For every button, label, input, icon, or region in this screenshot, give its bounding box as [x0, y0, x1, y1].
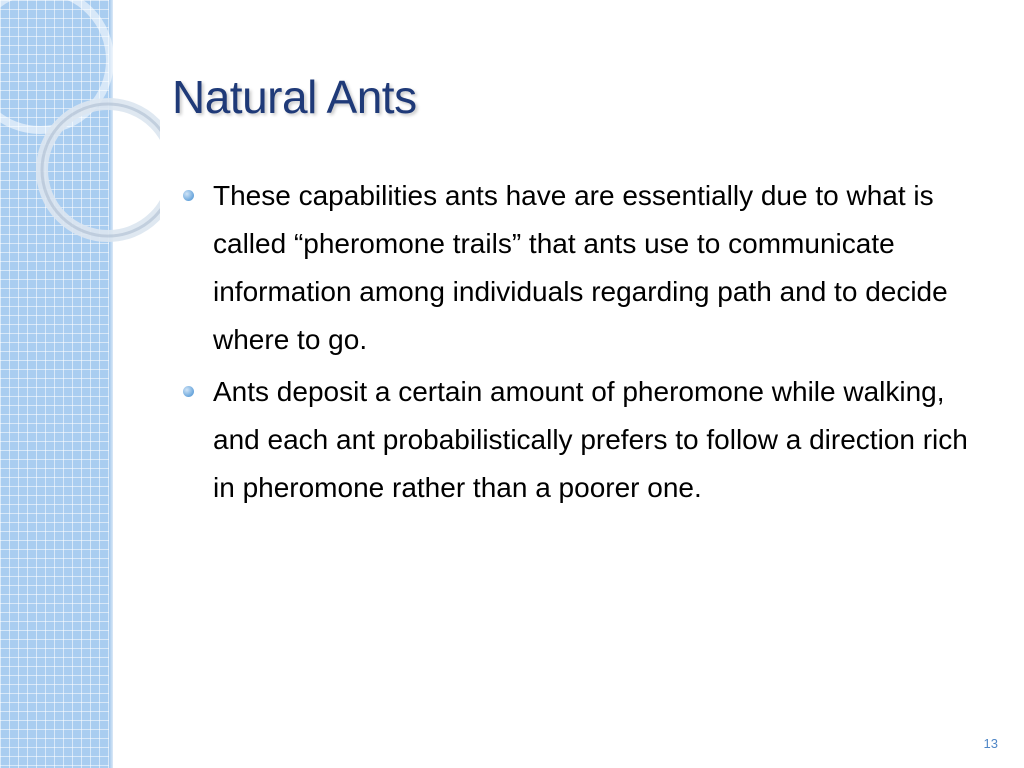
- bullet-list: [183, 172, 983, 516]
- decorative-rings-icon: [0, 0, 160, 260]
- slide-title: Natural Ants: [172, 71, 417, 123]
- page-number: 13: [983, 736, 998, 751]
- bullet-item: [183, 172, 983, 364]
- bullet-text: Ants deposit a certain amount of pheromone while walking, and each ant probabilistically prefers to follow a direction rich in pheromone rather than a poorer one.: [213, 376, 968, 503]
- bullet-item: [183, 368, 983, 512]
- bullet-dot-icon: [183, 386, 194, 397]
- bullet-text: These capabilities ants have are essentially due to what is called “pheromone trails” that ants use to communicate information among individuals regarding path and to decide where to go.: [213, 180, 948, 355]
- bullet-dot-icon: [183, 190, 194, 201]
